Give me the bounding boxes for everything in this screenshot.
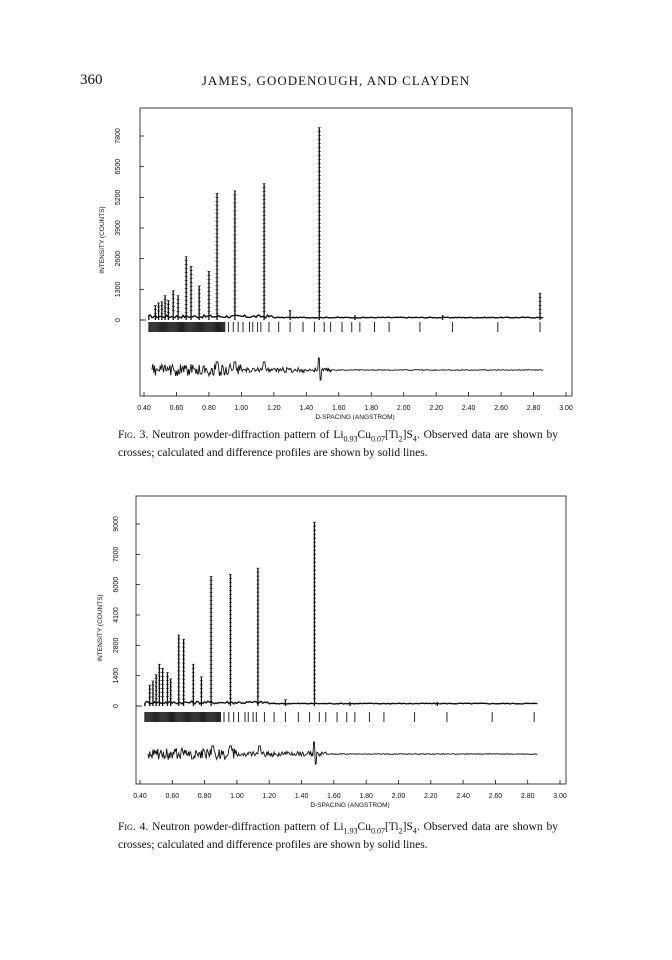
- x-tick-label: 0.60: [165, 793, 180, 800]
- x-tick-label: 0.80: [202, 405, 216, 412]
- figure-3-caption: [118, 428, 558, 460]
- y-tick-label: 7000: [113, 546, 120, 563]
- caption-text: ]S: [402, 821, 413, 833]
- y-tick-label: 5200: [115, 189, 122, 206]
- y-tick-label: 4100: [113, 607, 120, 623]
- caption-text: . Observed data are shown by crosses; calculated and difference profiles are shown by solid lines.: [118, 821, 558, 852]
- caption-sub: 4: [412, 826, 417, 836]
- y-tick-label: 6500: [115, 158, 122, 175]
- x-tick-label: 1.40: [294, 793, 309, 800]
- figure-3-plot: [0, 100, 672, 420]
- caption-text: Cu: [357, 821, 371, 833]
- caption-text: Cu: [357, 429, 371, 441]
- x-tick-label: 2.20: [423, 793, 438, 800]
- y-axis-label: INTENSITY (COUNTS): [97, 594, 104, 662]
- x-tick-label: 1.80: [364, 405, 379, 412]
- plot-frame: [136, 496, 566, 784]
- x-tick-label: 2.40: [461, 405, 476, 412]
- x-tick-label: 1.00: [234, 405, 249, 412]
- x-tick-label: 2.60: [494, 405, 508, 412]
- caption-text: Neutron powder-diffraction pattern of Li: [152, 429, 344, 441]
- x-axis-label: D-SPACING (ANGSTROM): [310, 802, 390, 808]
- x-tick-label: 0.60: [169, 405, 184, 412]
- caption-sub: 2: [398, 826, 403, 836]
- x-tick-label: 0.40: [133, 793, 147, 800]
- x-tick-label: 2.80: [526, 405, 541, 412]
- y-tick-label: 9000: [113, 516, 120, 532]
- figure-4-plot: [0, 488, 672, 808]
- page-header: [0, 72, 672, 92]
- x-tick-label: 3.00: [553, 793, 567, 800]
- plot-frame: [140, 108, 572, 396]
- y-tick-label: 6000: [113, 576, 120, 593]
- y-tick-label: 0: [113, 704, 120, 708]
- figure-3-label: Fig. 3.: [118, 429, 149, 441]
- caption-text: [Ti: [384, 429, 399, 441]
- caption-sub: 1.93: [343, 826, 358, 836]
- difference-profile: [148, 742, 537, 764]
- x-tick-label: 1.40: [299, 405, 314, 412]
- x-tick-label: 1.60: [331, 405, 346, 412]
- caption-sub: 2: [398, 434, 403, 444]
- y-tick-label: 2800: [113, 637, 120, 654]
- x-tick-label: 1.60: [327, 793, 341, 800]
- calculated-profile: [145, 701, 538, 706]
- calculated-profile: [149, 315, 543, 320]
- x-tick-label: 2.20: [429, 405, 443, 412]
- x-tick-label: 2.80: [520, 793, 535, 800]
- y-tick-label: 0: [115, 318, 122, 322]
- difference-profile: [152, 358, 543, 380]
- x-tick-label: 0.80: [197, 793, 212, 800]
- y-tick-label: 2600: [115, 250, 122, 267]
- figure-4-caption: [118, 820, 558, 852]
- x-tick-label: 2.00: [391, 793, 406, 800]
- x-tick-label: 1.20: [267, 405, 281, 412]
- caption-text: . Observed data are shown by crosses; calculated and difference profiles are shown by solid lines.: [118, 429, 558, 460]
- caption-sub: 0.93: [343, 434, 358, 444]
- x-axis-label: D-SPACING (ANGSTROM): [315, 414, 395, 420]
- y-tick-label: 7800: [115, 128, 122, 144]
- y-axis-label: INTENSITY (COUNTS): [99, 206, 106, 274]
- caption-sub: 4: [412, 434, 417, 444]
- x-tick-label: 2.00: [396, 405, 411, 412]
- x-tick-label: 1.80: [359, 793, 373, 800]
- caption-sub: 0.07: [370, 826, 385, 836]
- y-tick-label: 1300: [115, 281, 122, 298]
- x-tick-label: 1.00: [230, 793, 244, 800]
- y-tick-label: 1400: [113, 667, 120, 684]
- x-tick-label: 2.40: [456, 793, 470, 800]
- caption-text: [Ti: [384, 821, 399, 833]
- caption-sub: 0.07: [370, 434, 385, 444]
- caption-text: Neutron powder-diffraction pattern of Li: [152, 821, 344, 833]
- y-tick-label: 3900: [115, 220, 122, 236]
- x-tick-label: 0.40: [137, 405, 151, 412]
- x-tick-label: 1.20: [262, 793, 277, 800]
- running-title: JAMES, GOODENOUGH, AND CLAYDEN: [201, 73, 471, 88]
- figure-4-label: Fig. 4.: [118, 821, 149, 833]
- page-number: 360: [80, 72, 103, 88]
- x-tick-label: 2.60: [488, 793, 503, 800]
- x-tick-label: 3.00: [559, 405, 573, 412]
- caption-text: ]S: [402, 429, 413, 441]
